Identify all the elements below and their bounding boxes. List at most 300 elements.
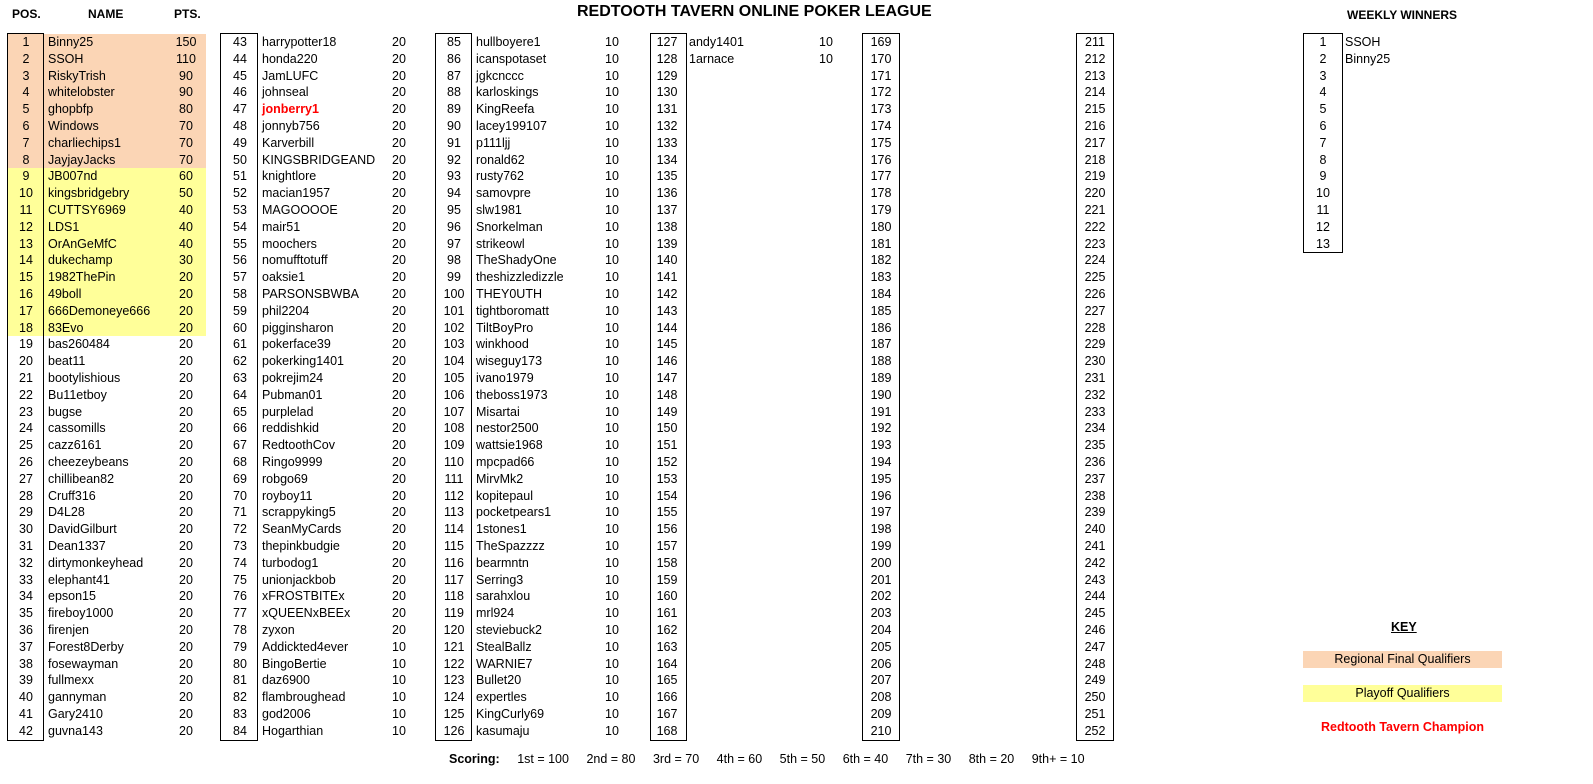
row-position: 217	[1084, 135, 1106, 150]
row-player-name: samovpre	[476, 186, 531, 201]
row-position: 237	[1084, 471, 1106, 486]
row-points: 20	[392, 85, 406, 100]
row-player-name: jonnyb756	[262, 119, 320, 133]
row-position: 58	[233, 287, 247, 301]
row-position: 250	[1084, 690, 1106, 705]
row-position: 128	[656, 51, 678, 66]
row-position: 97	[447, 236, 461, 251]
row-player-name: thepinkbudgie	[262, 539, 340, 553]
row-player-name: steviebuck2	[476, 623, 543, 637]
row-points: 20	[179, 354, 193, 369]
row-points: 30	[179, 253, 193, 268]
row-position: 181	[870, 236, 892, 251]
row-points: 20	[179, 387, 193, 402]
row-position: 123	[443, 673, 465, 688]
row-points: 20	[179, 287, 193, 301]
row-player-name: honda220	[262, 51, 318, 66]
row-position: 188	[870, 354, 892, 369]
key-title: KEY	[1391, 620, 1417, 634]
row-position: 100	[443, 287, 465, 301]
row-points: 10	[819, 51, 833, 66]
row-position: 140	[656, 253, 678, 268]
row-position: 68	[233, 455, 247, 469]
row-points: 20	[179, 623, 193, 637]
row-position: 77	[233, 606, 247, 621]
row-player-name: sarahxlou	[476, 589, 531, 604]
row-position: 179	[870, 203, 892, 217]
row-position: 194	[870, 455, 892, 469]
row-position: 114	[444, 522, 464, 537]
row-position: 213	[1084, 68, 1106, 83]
row-points: 20	[179, 522, 193, 537]
page-title: REDTOOTH TAVERN ONLINE POKER LEAGUE	[577, 3, 932, 20]
row-player-name: jgkcnccc	[476, 68, 524, 83]
row-position: 157	[656, 539, 678, 553]
row-position: 104	[443, 354, 465, 369]
row-points: 10	[605, 337, 619, 352]
row-points: 10	[392, 639, 406, 654]
row-position: 138	[656, 219, 678, 234]
row-player-name: CUTTSY6969	[48, 203, 126, 217]
row-points: 10	[605, 354, 619, 369]
row-points: 10	[605, 421, 619, 436]
row-player-name: turbodog1	[262, 555, 319, 570]
row-position: 174	[870, 119, 892, 133]
row-player-name: pocketpears1	[476, 505, 552, 520]
row-position: 75	[233, 572, 247, 587]
row-position: 124	[443, 690, 465, 705]
row-position: 226	[1084, 287, 1106, 301]
row-points: 20	[179, 270, 193, 285]
row-player-name: JamLUFC	[262, 68, 319, 83]
row-player-name: Dean1337	[48, 539, 106, 553]
row-player-name: lacey199107	[476, 119, 547, 133]
row-points: 20	[179, 606, 193, 621]
row-position: 141	[656, 270, 678, 285]
row-player-name: charliechips1	[48, 135, 121, 150]
row-player-name: nomufftotuff	[262, 253, 328, 268]
row-position: 47	[233, 102, 247, 117]
row-position: 95	[447, 203, 461, 217]
row-position: 168	[656, 723, 678, 738]
row-position: 34	[19, 589, 33, 604]
row-player-name: gannyman	[48, 690, 107, 705]
row-position: 79	[233, 639, 247, 654]
row-position: 147	[656, 371, 678, 385]
row-player-name: fosewayman	[48, 656, 119, 671]
row-position: 26	[19, 455, 33, 469]
row-position: 148	[656, 387, 678, 402]
row-position: 225	[1084, 270, 1106, 285]
row-points: 10	[605, 119, 619, 133]
row-points: 10	[605, 488, 619, 503]
row-position: 50	[233, 152, 247, 167]
row-position: 151	[656, 438, 678, 453]
row-player-name: karloskings	[476, 85, 539, 100]
row-position: 228	[1084, 320, 1106, 335]
row-points: 20	[392, 488, 406, 503]
row-points: 20	[392, 287, 406, 301]
row-position: 132	[656, 119, 678, 133]
weekly-number: 13	[1316, 236, 1330, 251]
row-position: 241	[1084, 539, 1106, 553]
row-player-name: THEY0UTH	[476, 287, 542, 301]
row-points: 70	[179, 135, 193, 150]
row-position: 184	[870, 287, 892, 301]
row-player-name: chillibean82	[48, 471, 115, 486]
row-player-name: daz6900	[262, 673, 310, 688]
row-position: 238	[1084, 488, 1106, 503]
row-position: 204	[870, 623, 892, 637]
row-position: 85	[447, 35, 461, 49]
row-position: 31	[19, 539, 33, 553]
row-points: 10	[605, 438, 619, 453]
row-points: 10	[605, 639, 619, 654]
row-position: 70	[233, 488, 247, 503]
row-position: 152	[656, 455, 678, 469]
key-regional-qualifiers: Regional Final Qualifiers	[1303, 651, 1502, 668]
row-position: 150	[656, 421, 678, 436]
row-points: 20	[179, 707, 193, 721]
row-player-name: jonberry1	[262, 102, 319, 117]
row-position: 7	[22, 135, 30, 150]
weekly-number: 4	[1319, 85, 1327, 100]
row-position: 86	[447, 51, 461, 66]
row-points: 10	[392, 690, 406, 705]
row-position: 53	[233, 203, 247, 217]
scoring-item: 5th = 50	[779, 752, 826, 766]
row-player-name: royboy11	[262, 488, 313, 503]
row-points: 20	[179, 589, 193, 604]
row-player-name: wattsie1968	[476, 438, 543, 453]
row-points: 20	[392, 203, 406, 217]
row-player-name: D4L28	[48, 505, 85, 520]
row-player-name: Gary2410	[48, 707, 103, 721]
row-points: 20	[392, 505, 406, 520]
row-points: 10	[605, 51, 619, 66]
row-position: 144	[656, 320, 678, 335]
row-position: 208	[870, 690, 892, 705]
row-player-name: guvna143	[48, 723, 103, 738]
row-position: 14	[19, 253, 33, 268]
row-player-name: Binny25	[48, 35, 94, 49]
row-position: 167	[656, 707, 678, 721]
row-position: 118	[444, 589, 464, 604]
row-position: 160	[656, 589, 678, 604]
row-points: 20	[392, 337, 406, 352]
row-player-name: Windows	[48, 119, 99, 133]
row-position: 16	[19, 287, 33, 301]
row-position: 96	[447, 219, 461, 234]
row-position: 107	[443, 404, 465, 419]
row-player-name: harrypotter18	[262, 35, 337, 49]
row-position: 178	[870, 186, 892, 201]
row-position: 158	[656, 555, 678, 570]
row-position: 215	[1084, 102, 1106, 117]
row-points: 10	[605, 589, 619, 604]
row-position: 103	[443, 337, 465, 352]
row-points: 10	[605, 219, 619, 234]
weekly-number: 7	[1319, 135, 1327, 150]
scoring-item: 7th = 30	[905, 752, 952, 766]
row-position: 39	[19, 673, 33, 688]
row-points: 10	[392, 656, 406, 671]
row-position: 91	[447, 135, 461, 150]
row-points: 20	[179, 505, 193, 520]
row-position: 220	[1084, 186, 1106, 201]
row-position: 29	[19, 505, 33, 520]
row-player-name: StealBallz	[476, 639, 532, 654]
row-points: 10	[605, 539, 619, 553]
row-position: 33	[19, 572, 33, 587]
row-position: 232	[1084, 387, 1106, 402]
header-pos: POS.	[12, 7, 41, 21]
row-player-name: scrappyking5	[262, 505, 336, 520]
row-points: 10	[605, 673, 619, 688]
row-position: 209	[870, 707, 892, 721]
row-position: 65	[233, 404, 247, 419]
row-points: 20	[179, 421, 193, 436]
row-player-name: pokerface39	[262, 337, 331, 352]
row-position: 156	[656, 522, 678, 537]
row-position: 243	[1084, 572, 1106, 587]
row-player-name: cazz6161	[48, 438, 102, 453]
row-points: 110	[176, 51, 196, 66]
row-position: 146	[656, 354, 678, 369]
row-points: 20	[179, 723, 193, 738]
row-player-name: bootylishious	[48, 371, 121, 385]
row-points: 20	[392, 135, 406, 150]
row-player-name: oaksie1	[262, 270, 306, 285]
row-position: 112	[444, 488, 464, 503]
row-player-name: OrAnGeMfC	[48, 236, 117, 251]
row-position: 98	[447, 253, 461, 268]
row-points: 10	[605, 572, 619, 587]
row-player-name: BingoBertie	[262, 656, 327, 671]
row-player-name: epson15	[48, 589, 96, 604]
row-position: 110	[444, 455, 464, 469]
row-position: 35	[19, 606, 33, 621]
row-position: 245	[1084, 606, 1106, 621]
row-points: 70	[179, 119, 193, 133]
row-position: 2	[22, 51, 30, 66]
row-player-name: slw1981	[476, 203, 522, 217]
row-player-name: knightlore	[262, 169, 317, 184]
row-points: 60	[179, 169, 193, 184]
row-points: 40	[179, 203, 193, 217]
row-position: 3	[22, 68, 30, 83]
row-position: 154	[656, 488, 678, 503]
row-points: 20	[179, 303, 193, 318]
row-position: 18	[19, 320, 33, 335]
row-player-name: TheSpazzzz	[476, 539, 545, 553]
row-position: 24	[19, 421, 33, 436]
row-player-name: Hogarthian	[262, 723, 324, 738]
row-player-name: beat11	[48, 354, 86, 369]
row-player-name: Snorkelman	[476, 219, 543, 234]
row-position: 170	[870, 51, 892, 66]
row-points: 20	[392, 522, 406, 537]
row-player-name: MirvMk2	[476, 471, 524, 486]
row-position: 82	[233, 690, 247, 705]
weekly-winners-title: WEEKLY WINNERS	[1347, 8, 1458, 22]
row-points: 20	[392, 404, 406, 419]
row-position: 83	[233, 707, 247, 721]
row-position: 242	[1084, 555, 1106, 570]
row-position: 1	[22, 35, 30, 49]
row-player-name: ronald62	[476, 152, 525, 167]
row-position: 171	[870, 68, 892, 83]
row-points: 20	[392, 68, 406, 83]
row-points: 20	[179, 555, 193, 570]
row-position: 51	[233, 169, 247, 184]
row-position: 74	[233, 555, 247, 570]
row-points: 20	[392, 320, 406, 335]
row-player-name: Karverbill	[262, 135, 315, 150]
row-points: 20	[179, 438, 193, 453]
row-position: 17	[19, 303, 33, 318]
row-position: 129	[656, 68, 678, 83]
row-position: 137	[656, 203, 678, 217]
weekly-number: 9	[1319, 169, 1327, 184]
row-points: 40	[179, 236, 193, 251]
row-position: 57	[233, 270, 247, 285]
row-points: 80	[179, 102, 193, 117]
row-position: 249	[1084, 673, 1106, 688]
weekly-number: 2	[1319, 51, 1327, 66]
row-position: 111	[444, 471, 464, 486]
row-position: 206	[870, 656, 892, 671]
row-position: 73	[233, 539, 247, 553]
row-player-name: xQUEENxBEEx	[262, 606, 351, 621]
row-player-name: firenjen	[48, 623, 89, 637]
row-points: 20	[392, 51, 406, 66]
row-position: 130	[656, 85, 678, 100]
row-player-name: Pubman01	[262, 387, 323, 402]
row-player-name: mrl924	[476, 606, 515, 621]
row-player-name: flambroughead	[262, 690, 346, 705]
row-player-name: fullmexx	[48, 673, 94, 688]
row-position: 182	[870, 253, 892, 268]
row-position: 5	[22, 102, 30, 117]
header-pts: PTS.	[174, 7, 201, 21]
row-position: 23	[19, 404, 33, 419]
row-position: 10	[19, 186, 33, 201]
weekly-winner-name: Binny25	[1345, 51, 1391, 66]
row-points: 70	[179, 152, 193, 167]
row-position: 169	[870, 35, 892, 49]
row-position: 190	[870, 387, 892, 402]
weekly-number: 10	[1316, 186, 1330, 201]
row-position: 59	[233, 303, 247, 318]
row-position: 247	[1084, 639, 1106, 654]
row-points: 10	[605, 404, 619, 419]
row-position: 113	[444, 505, 464, 520]
row-position: 117	[444, 572, 464, 587]
row-position: 89	[447, 102, 461, 117]
row-points: 20	[392, 539, 406, 553]
row-position: 191	[870, 404, 892, 419]
row-points: 20	[179, 371, 193, 385]
row-points: 10	[605, 320, 619, 335]
row-position: 233	[1084, 404, 1106, 419]
row-position: 45	[233, 68, 247, 83]
row-points: 10	[605, 303, 619, 318]
row-points: 10	[605, 623, 619, 637]
row-points: 20	[179, 404, 193, 419]
row-position: 127	[656, 35, 678, 49]
row-position: 224	[1084, 253, 1106, 268]
row-position: 78	[233, 623, 247, 637]
row-points: 10	[605, 555, 619, 570]
row-points: 90	[179, 68, 193, 83]
row-position: 109	[443, 438, 465, 453]
row-points: 20	[179, 639, 193, 654]
weekly-number: 8	[1319, 152, 1327, 167]
row-points: 10	[605, 35, 619, 49]
row-position: 55	[233, 236, 247, 251]
row-points: 10	[605, 471, 619, 486]
row-points: 20	[392, 471, 406, 486]
row-points: 10	[605, 68, 619, 83]
row-position: 193	[870, 438, 892, 453]
row-points: 10	[605, 371, 619, 385]
row-position: 133	[656, 135, 678, 150]
row-points: 10	[605, 135, 619, 150]
row-position: 19	[19, 337, 33, 352]
scoring-item: 1st = 100	[517, 752, 569, 766]
row-player-name: bas260484	[48, 337, 110, 352]
row-points: 20	[392, 455, 406, 469]
row-player-name: 1stones1	[476, 522, 527, 537]
row-points: 10	[605, 387, 619, 402]
row-position: 173	[870, 102, 892, 117]
row-position: 212	[1084, 51, 1106, 66]
row-position: 189	[870, 371, 892, 385]
row-position: 163	[656, 639, 678, 654]
row-player-name: SeanMyCards	[262, 522, 342, 537]
row-position: 164	[656, 656, 678, 671]
row-player-name: mpcpad66	[476, 455, 535, 469]
row-position: 198	[870, 522, 892, 537]
row-position: 38	[19, 656, 33, 671]
row-position: 13	[19, 236, 33, 251]
row-player-name: Addickted4ever	[262, 639, 349, 654]
row-points: 20	[392, 303, 406, 318]
row-player-name: purplelad	[262, 404, 314, 419]
row-player-name: 1982ThePin	[48, 270, 116, 285]
row-position: 41	[19, 707, 33, 721]
row-points: 20	[392, 572, 406, 587]
row-position: 155	[656, 505, 678, 520]
row-points: 10	[605, 236, 619, 251]
row-position: 71	[233, 505, 247, 520]
row-points: 10	[392, 723, 406, 738]
row-player-name: KINGSBRIDGEAND	[262, 152, 376, 167]
row-player-name: elephant41	[48, 572, 110, 587]
row-position: 219	[1084, 169, 1106, 184]
row-player-name: RedtoothCov	[262, 438, 335, 453]
row-points: 20	[392, 253, 406, 268]
row-position: 211	[1085, 35, 1105, 49]
row-position: 44	[233, 51, 247, 66]
row-position: 69	[233, 471, 247, 486]
scoring-item: 9th+ = 10	[1031, 752, 1085, 766]
row-position: 93	[447, 169, 461, 184]
row-position: 177	[870, 169, 892, 184]
row-position: 202	[870, 589, 892, 604]
row-position: 64	[233, 387, 247, 402]
